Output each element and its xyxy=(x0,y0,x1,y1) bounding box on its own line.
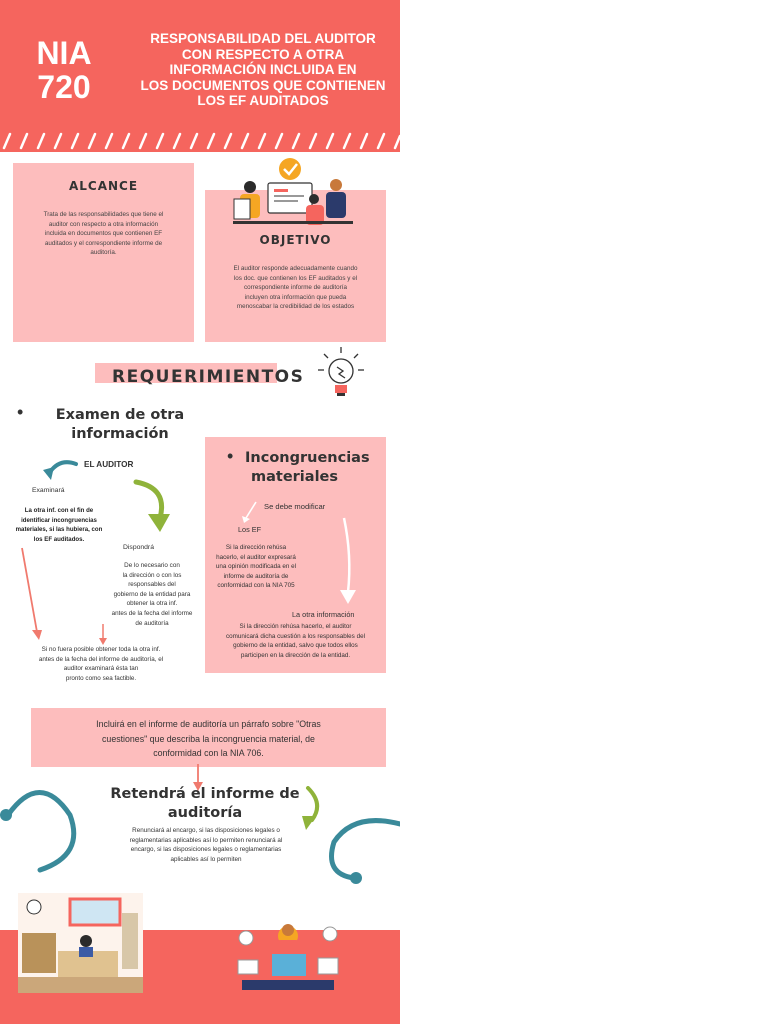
retendra-text xyxy=(95,826,317,864)
text-line: La otra inf. con el fin de xyxy=(24,507,94,514)
nia-code-line2: 720 xyxy=(37,69,91,105)
text-line: materiales, si las hubiera, con xyxy=(15,526,103,534)
white-arrow-icon xyxy=(240,500,260,524)
text-line: una opinión modificada en el xyxy=(215,563,297,571)
text-line: Incluirá en el informe de auditoría un párrafo sobre "Otras xyxy=(96,719,321,729)
text-line: identificar incongruencias xyxy=(21,516,97,524)
text-line: conformidad con la NIA 706. xyxy=(153,748,264,758)
green-arrow-icon xyxy=(130,478,176,534)
text-line: incluida en documentos que contienen EF xyxy=(44,230,163,238)
text-line: los doc. que contienen los EF auditados y el xyxy=(233,274,358,282)
text-line: pronto como sea factible. xyxy=(65,674,137,682)
nia-code-line1: NIA xyxy=(36,35,92,71)
text-line: conformidad con la NIA 705 xyxy=(217,582,295,590)
examinara-label: Examinará xyxy=(32,487,65,494)
retendra-heading xyxy=(100,785,310,823)
text-line: gobierno de la entidad para xyxy=(113,590,191,598)
nia-title-line: LOS EF AUDITADOS xyxy=(197,93,329,108)
nia-title-line: CON RESPECTO A OTRA xyxy=(181,46,345,62)
nia-code xyxy=(14,36,114,104)
text-line: comunicará dicha cuestión a los responsables del xyxy=(226,632,365,640)
nia-title-line: RESPONSABILIDAD DEL AUDITOR xyxy=(150,31,376,46)
text-line: Si la dirección rehúsa xyxy=(225,544,287,551)
heading-line: materiales xyxy=(251,469,338,485)
text-line: Si no fuera posible obtener toda la otra inf. xyxy=(41,646,161,653)
small-arrow-icon xyxy=(97,624,109,646)
text-line: antes de la fecha del informe de auditoría, el xyxy=(38,655,164,663)
text-line: Trata de las responsabilidades que tiene el xyxy=(43,211,164,218)
left-swirl-icon xyxy=(0,775,80,875)
otra-info-text xyxy=(207,622,384,660)
alcance-text xyxy=(20,210,187,258)
nia-title xyxy=(132,31,394,109)
otra-info-label: La otra información xyxy=(292,610,355,619)
dispondra-text xyxy=(88,561,216,628)
text-line: la dirección o con los xyxy=(122,571,182,579)
alcance-title: ALCANCE xyxy=(68,179,139,193)
text-line: auditor examinará ésta tan xyxy=(63,665,139,673)
right-swirl-icon xyxy=(324,812,400,892)
text-line: antes de la fecha del informe xyxy=(111,609,193,617)
heading-line: Incongruencias xyxy=(245,450,370,466)
teal-arrow-icon xyxy=(40,458,80,484)
text-line: auditoría. xyxy=(90,249,117,257)
header-stripes xyxy=(0,130,400,152)
text-line: encargo, si las disposiciones legales o reglamentarias xyxy=(130,846,282,854)
text-line: De lo necesario con xyxy=(124,562,180,569)
dispondra-label: Dispondrá xyxy=(123,544,154,551)
objetivo-text xyxy=(212,264,379,312)
nia-title-line: LOS DOCUMENTOS QUE CONTIENEN xyxy=(140,77,386,93)
team-meeting-illustration xyxy=(228,155,358,230)
text-line: Si la dirección rehúsa hacerlo, el auditor xyxy=(239,623,352,630)
heading-line: Examen de otra xyxy=(55,407,185,423)
text-line: cuestiones" que describa la incongruencia material, de xyxy=(102,733,315,744)
text-line: gobierno de la entidad, salvo que todos ellos xyxy=(233,642,358,650)
text-line: responsables del xyxy=(128,581,176,589)
incongruencias-heading xyxy=(245,449,385,487)
team-illustration xyxy=(232,914,344,996)
bullet-dot: • xyxy=(227,446,234,466)
los-ef-label: Los EF xyxy=(238,525,262,534)
heading-line: auditoría xyxy=(167,805,243,821)
text-line: menoscabar la credibilidad de los estados xyxy=(236,303,355,311)
nia-title-line: INFORMACIÓN INCLUIDA EN xyxy=(169,62,357,77)
text-line: aplicables así lo permiten xyxy=(170,855,242,863)
text-line: El auditor responde adecuadamente cuando xyxy=(233,265,358,272)
examinara-text xyxy=(6,506,112,544)
white-down-arrow-icon xyxy=(336,516,360,606)
no-posible-text xyxy=(18,645,184,683)
lightbulb-icon xyxy=(316,345,366,400)
auditor-label: EL AUDITOR xyxy=(84,460,134,469)
text-line: participen en la dirección de la entidad. xyxy=(240,651,351,659)
text-line: los EF auditados. xyxy=(33,535,85,543)
text-line: obtener la otra inf. xyxy=(126,600,178,608)
text-line: auditados y el correspondiente informe de xyxy=(44,239,163,247)
heading-line: Retendrá el informe de xyxy=(110,786,300,802)
text-line: informe de auditoría de xyxy=(223,572,289,580)
text-line: hacerlo, el auditor expresará xyxy=(216,553,296,561)
incluira-text xyxy=(35,717,382,761)
office-illustration xyxy=(18,893,143,993)
objetivo-title: OBJETIVO xyxy=(259,233,332,247)
text-line: reglamentarias aplicables así lo permiten renunciará al xyxy=(129,836,283,844)
los-ef-text xyxy=(200,543,312,591)
coral-arrow-icon xyxy=(18,546,48,642)
text-line: correspondiente informe de auditoría xyxy=(244,284,347,292)
bullet-dot: • xyxy=(17,402,24,422)
text-line: de auditoría xyxy=(135,619,169,627)
se-debe-modificar: Se debe modificar xyxy=(264,502,326,511)
heading-line: información xyxy=(71,426,169,442)
examen-heading xyxy=(40,406,200,444)
text-line: auditor con respecto a otra información xyxy=(48,220,159,228)
text-line: incluyen otra información que pueda xyxy=(244,293,347,301)
requerimientos-title: REQUERIMIENTOS xyxy=(112,367,305,387)
text-line: Renunciará al encargo, si las disposiciones legales o xyxy=(132,827,280,834)
